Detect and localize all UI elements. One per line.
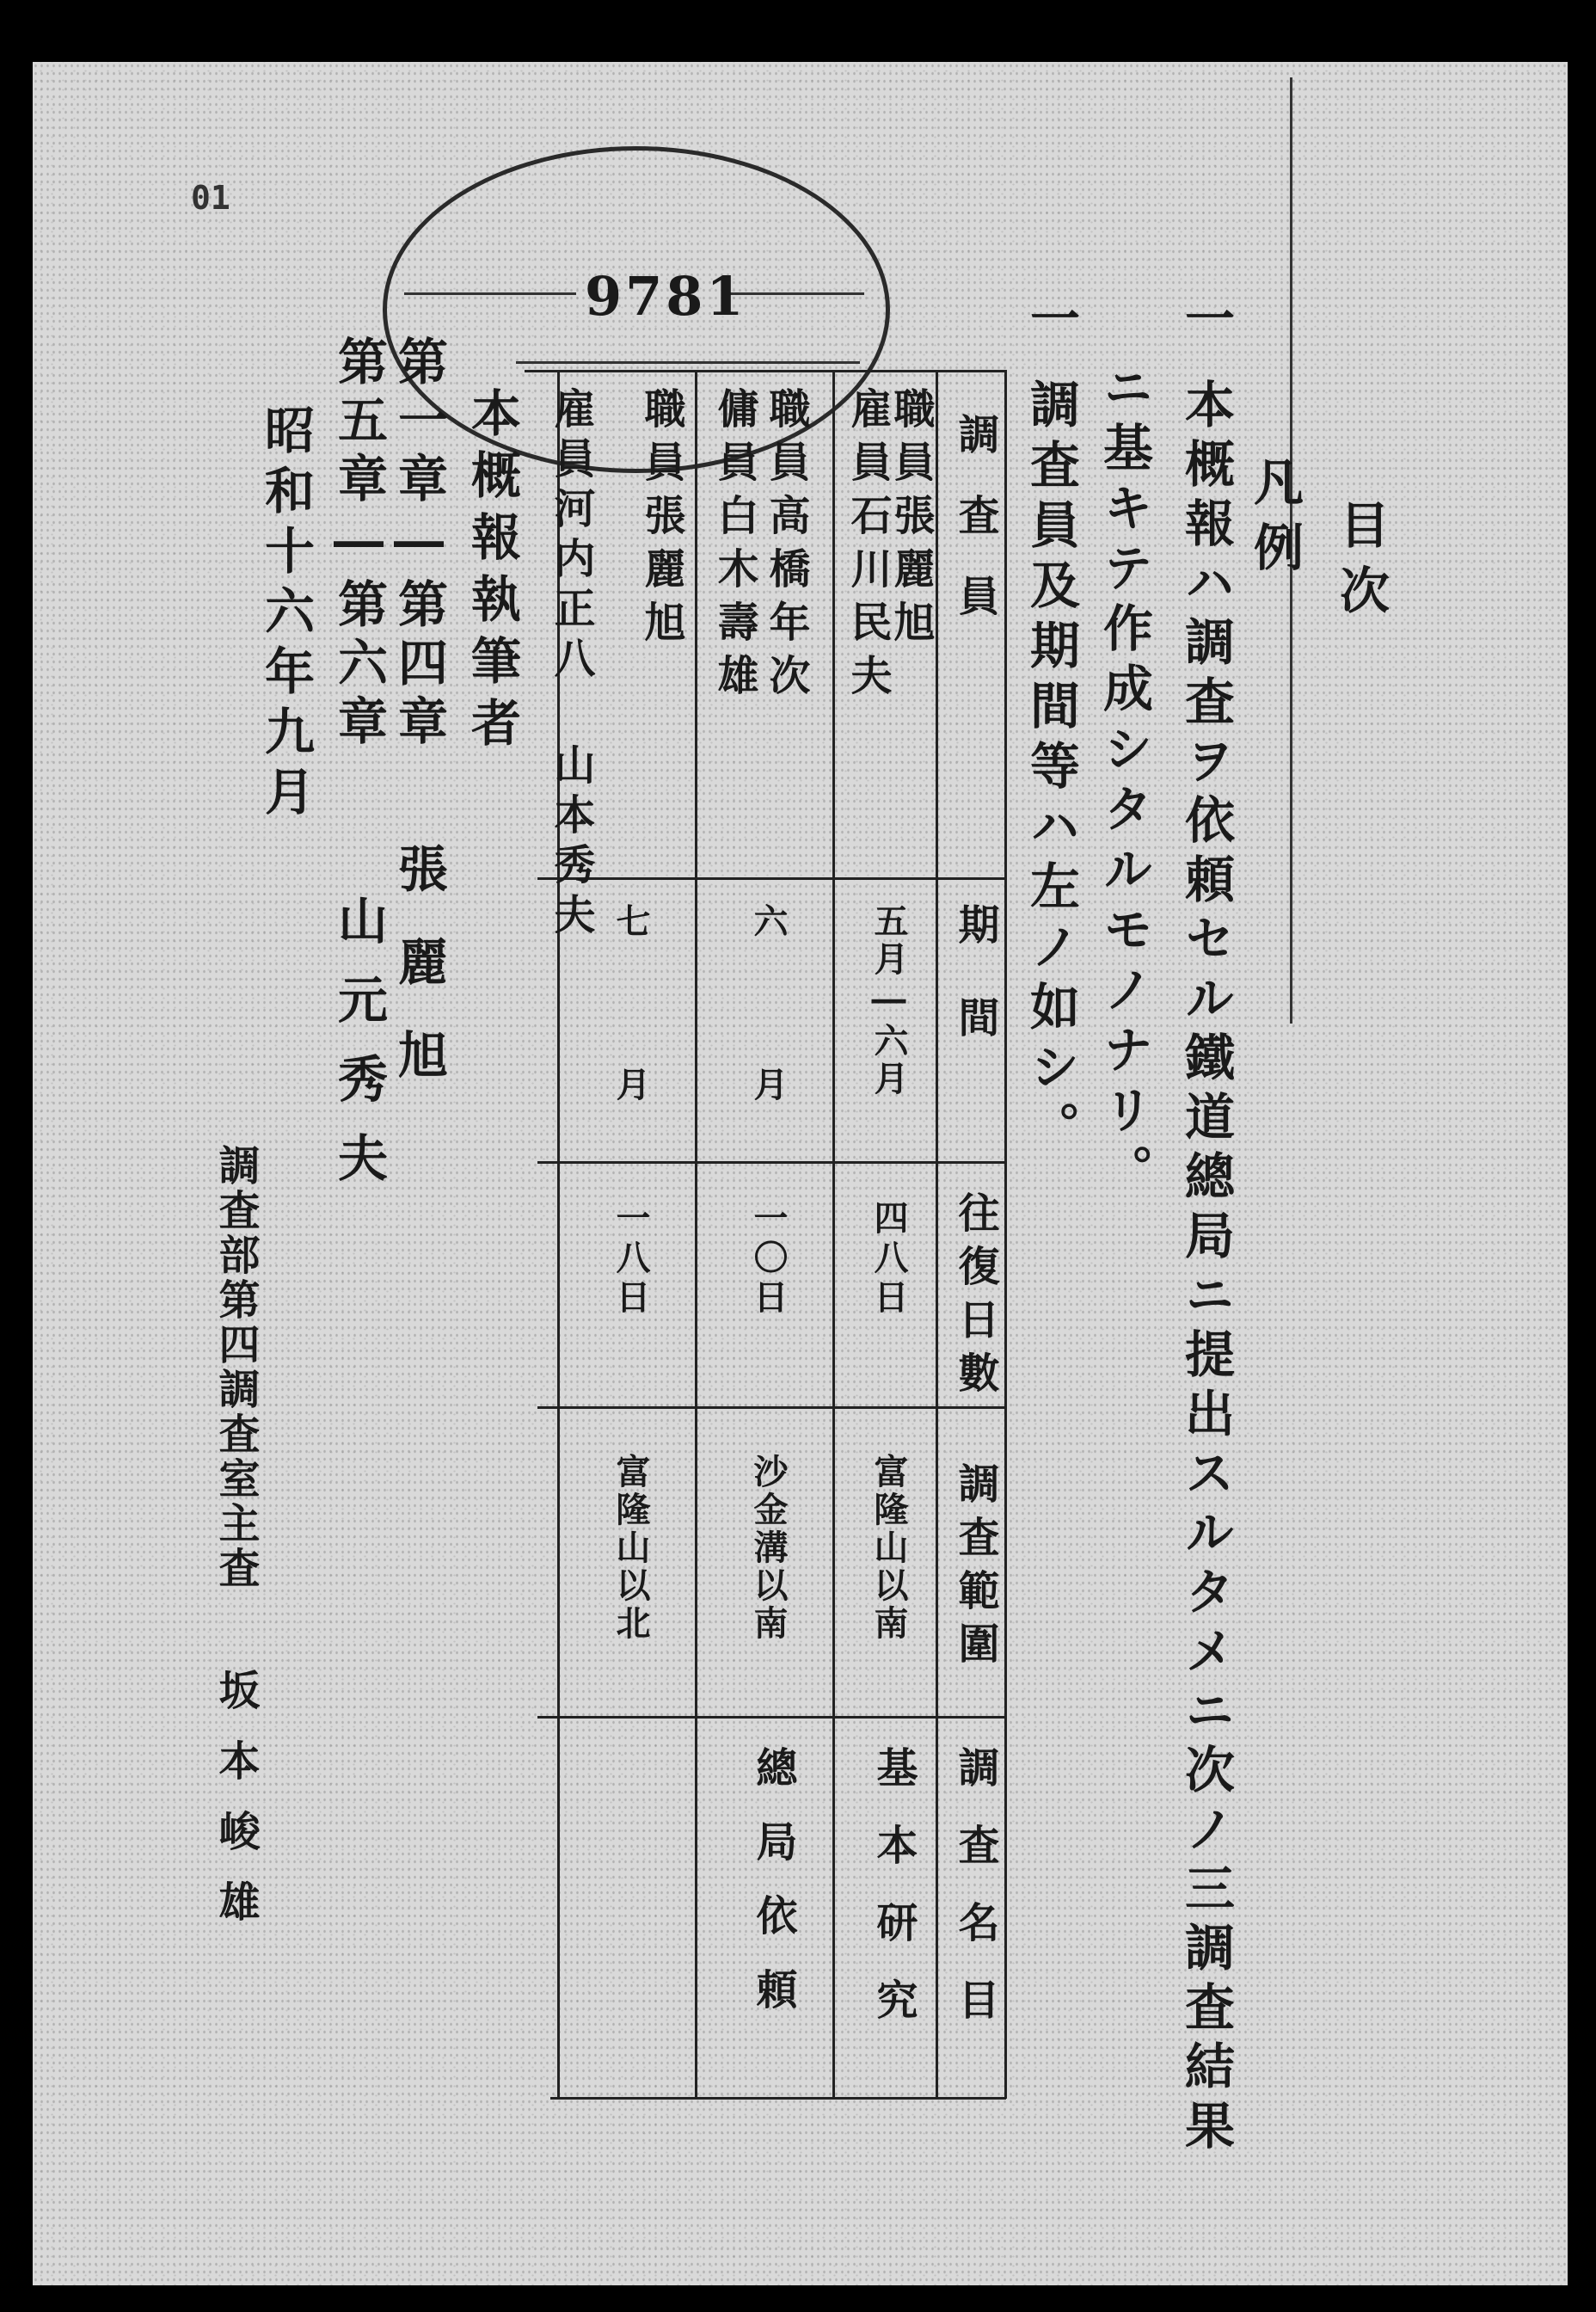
row1-name: 基本研究 <box>869 1746 918 2056</box>
hanrei-item2-line: 調査員及期間等ハ左ノ如シ。 <box>1022 378 1080 1161</box>
table-border-bottom <box>550 2097 1006 2100</box>
hanrei-item1-line2: ニ基キテ作成シタルモノナリ。 <box>1095 361 1153 1204</box>
row1-staff-b: 雇員石川民夫 <box>844 387 892 707</box>
row3-staff-a: 職員張麗旭 <box>637 387 685 654</box>
header-staff: 調査員 <box>951 413 999 655</box>
row3-days: 一八日 <box>611 1200 651 1319</box>
row3-staff-b: 雇員河内正八 山本秀夫 <box>547 387 595 943</box>
stamp-rule-left <box>404 292 576 295</box>
authors-ch5-name: 山元秀夫 <box>329 895 388 1211</box>
row2-name: 總局依頼 <box>749 1746 797 2042</box>
table-row-divider-3 <box>537 1406 1006 1409</box>
table-border-top <box>525 370 1006 372</box>
row3-period: 七月 <box>611 903 651 1230</box>
row1-period: 五月―六月 <box>869 903 909 1098</box>
hanrei-item2-mark: 一 <box>1022 292 1080 358</box>
authors-ch5-label: 第五章―第六章 <box>329 335 388 753</box>
authors-ch1-label: 第一章―第四章 <box>390 335 448 753</box>
header-name: 調査名目 <box>951 1746 999 2056</box>
hanrei-heading: 凡例 <box>1245 456 1304 587</box>
table-row-divider-4 <box>537 1716 1006 1719</box>
row2-period: 六月 <box>748 903 789 1230</box>
row2-staff-b: 傭員白木壽雄 <box>710 387 758 707</box>
document-date: 昭和十六年九月 <box>256 404 315 826</box>
authors-heading: 本概報執筆者 <box>463 387 521 759</box>
row1-days: 四八日 <box>869 1200 909 1319</box>
hanrei-item1-mark: 一 <box>1176 292 1235 358</box>
stamp-rule-bottom <box>516 361 860 364</box>
row2-range: 沙金溝以南 <box>748 1454 789 1643</box>
row2-days: 一〇日 <box>748 1200 789 1319</box>
stamp-number: 9781 <box>585 265 747 328</box>
row3-range: 富隆山以北 <box>611 1454 651 1643</box>
signature-dept: 調査部第四調査室主査 <box>212 1144 260 1591</box>
table-col-divider-1 <box>832 370 835 2099</box>
header-period: 期間 <box>951 903 999 1089</box>
row1-staff-a: 職員張麗旭 <box>887 387 935 654</box>
signature-name: 坂本峻雄 <box>212 1669 260 1951</box>
table-row-divider-1 <box>537 877 1006 880</box>
header-days: 往復日數 <box>951 1191 999 1405</box>
row1-range: 富隆山以南 <box>869 1454 909 1643</box>
authors-ch1-name: 張麗旭 <box>390 843 448 1122</box>
contents-title: 目次 <box>1331 499 1390 630</box>
table-col-divider-2 <box>695 370 697 2099</box>
hanrei-item1-line1: 本概報ハ調査ヲ依頼セル鐵道總局ニ提出スルタメニ次ノ三調査結果 <box>1176 378 1235 2159</box>
header-range: 調査範圍 <box>951 1462 999 1676</box>
page-number: 01 <box>191 179 230 217</box>
row2-staff-a: 職員高橋年次 <box>762 387 810 707</box>
